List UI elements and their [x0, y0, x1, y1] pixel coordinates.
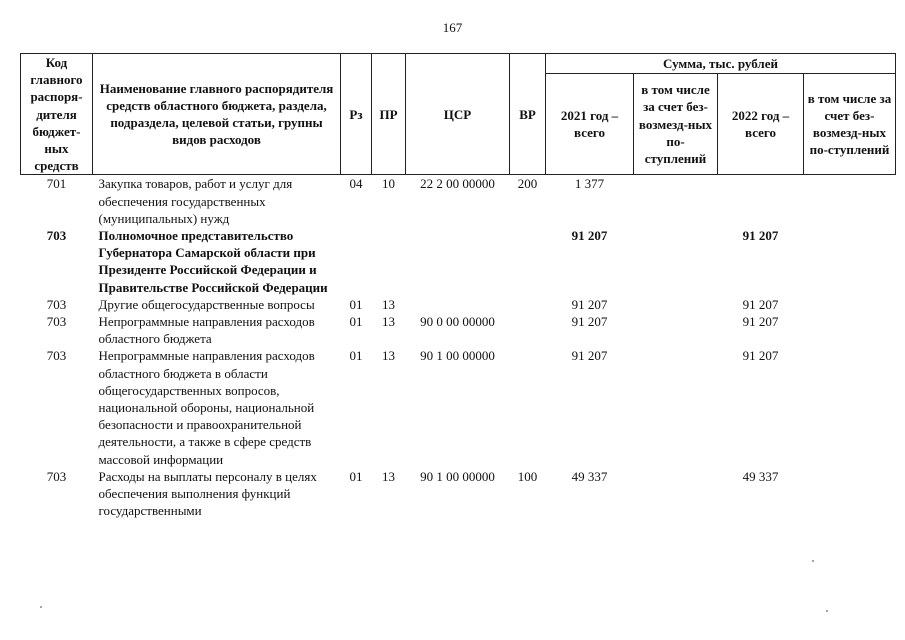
cell-2021-total: 49 337: [571, 468, 608, 484]
cell-2022-total: [718, 175, 804, 227]
header-2021-total: 2021 год – всего: [546, 74, 634, 175]
cell-code: 703: [46, 296, 67, 312]
page-number: 167: [442, 20, 463, 35]
header-csr: ЦСР: [406, 54, 510, 175]
cell-2021-grants: [634, 347, 718, 467]
cell-2021-total: 91 207: [571, 348, 608, 364]
cell-pr: 13: [382, 314, 395, 330]
header-code: Код главного распоря-дителя бюджет-ных средств: [21, 54, 93, 175]
budget-table: [20, 53, 896, 519]
cell-rz: 01: [349, 468, 363, 484]
cell-vr: [510, 347, 546, 467]
table-header: [21, 54, 896, 175]
cell-csr: 90 0 00 00000: [420, 314, 495, 330]
cell-2022-grants: [804, 296, 896, 313]
scan-speck: [40, 606, 42, 608]
header-rz: Рз: [341, 54, 372, 175]
cell-code: 703: [46, 468, 67, 484]
cell-2021-grants: [634, 313, 718, 347]
cell-rz: [341, 227, 372, 296]
cell-2021-total: 91 207: [571, 314, 608, 330]
header-2021-grants: в том числе за счет без-возмезд-ных по-ступлений: [634, 74, 718, 175]
cell-name: Непрограммные направления расходов областного бюджета: [98, 314, 315, 347]
cell-2021-grants: [634, 175, 718, 227]
cell-2021-grants: [634, 227, 718, 296]
cell-2021-total: 91 207: [571, 228, 608, 244]
cell-2022-grants: [804, 313, 896, 347]
table-row: [21, 175, 896, 227]
cell-name: Полномочное представительство Губернатора Самарской области при Президенте Российской Федерации и Правительстве Российской Федерации: [98, 228, 328, 295]
scan-speck: [826, 610, 828, 612]
cell-csr: 22 2 00 00000: [420, 176, 495, 192]
cell-2022-total: 91 207: [742, 296, 779, 312]
table-row: [21, 468, 896, 520]
cell-code: 703: [46, 228, 67, 244]
cell-2022-total: 49 337: [742, 468, 779, 484]
table-body: [21, 175, 896, 520]
cell-pr: 13: [382, 296, 395, 312]
cell-pr: 10: [382, 176, 395, 192]
header-name: Наименование главного распорядителя средств областного бюджета, раздела, подраздела, целевой статьи, групны видов расходов: [93, 54, 341, 175]
cell-code: 703: [46, 314, 67, 330]
cell-code: 703: [46, 348, 67, 364]
cell-name: Другие общегосударственные вопросы: [98, 296, 315, 312]
cell-vr: 100: [517, 468, 538, 484]
header-pr: ПР: [372, 54, 406, 175]
cell-rz: 01: [349, 348, 363, 364]
table-row: [21, 313, 896, 347]
cell-2022-grants: [804, 347, 896, 467]
cell-2022-total: 91 207: [742, 314, 779, 330]
cell-csr: 90 1 00 00000: [420, 348, 495, 364]
cell-2021-total: 91 207: [571, 296, 608, 312]
cell-name: Закупка товаров, работ и услуг для обеспечения государственных (муниципальных) нужд: [98, 176, 293, 226]
cell-csr: [406, 296, 510, 313]
table-row: [21, 296, 896, 313]
cell-2022-total: 91 207: [742, 348, 779, 364]
header-2022-total: 2022 год – всего: [718, 74, 804, 175]
header-sum-group: Сумма, тыс. рублей: [546, 54, 896, 74]
header-2022-grants: в том числе за счет без-возмезд-ных по-ступлений: [804, 74, 896, 175]
cell-2021-grants: [634, 296, 718, 313]
cell-rz: 04: [349, 176, 363, 192]
cell-2022-grants: [804, 468, 896, 520]
cell-csr: [406, 227, 510, 296]
cell-vr: [510, 296, 546, 313]
cell-vr: [510, 227, 546, 296]
cell-vr: [510, 313, 546, 347]
cell-rz: 01: [349, 296, 363, 312]
header-vr: ВР: [510, 54, 546, 175]
cell-2021-total: 1 377: [574, 176, 605, 192]
cell-2022-grants: [804, 175, 896, 227]
cell-rz: 01: [349, 314, 363, 330]
cell-2022-grants: [804, 227, 896, 296]
table-row: [21, 227, 896, 296]
cell-vr: 200: [517, 176, 538, 192]
cell-pr: 13: [382, 348, 395, 364]
table-row: [21, 347, 896, 467]
scan-speck: [812, 560, 814, 562]
cell-pr: 13: [382, 468, 395, 484]
cell-csr: 90 1 00 00000: [420, 468, 495, 484]
cell-2021-grants: [634, 468, 718, 520]
cell-name: Расходы на выплаты персоналу в целях обеспечения выполнения функций государственными: [98, 468, 317, 519]
cell-name: Непрограммные направления расходов областного бюджета в области общегосударственных вопросов, национальной обороны, национальной безопасности и правоохранительной деятельности, а также в сфере средств массовой информации: [98, 348, 315, 467]
cell-code: 701: [46, 176, 67, 192]
cell-2022-total: 91 207: [742, 228, 779, 244]
cell-pr: [372, 227, 406, 296]
